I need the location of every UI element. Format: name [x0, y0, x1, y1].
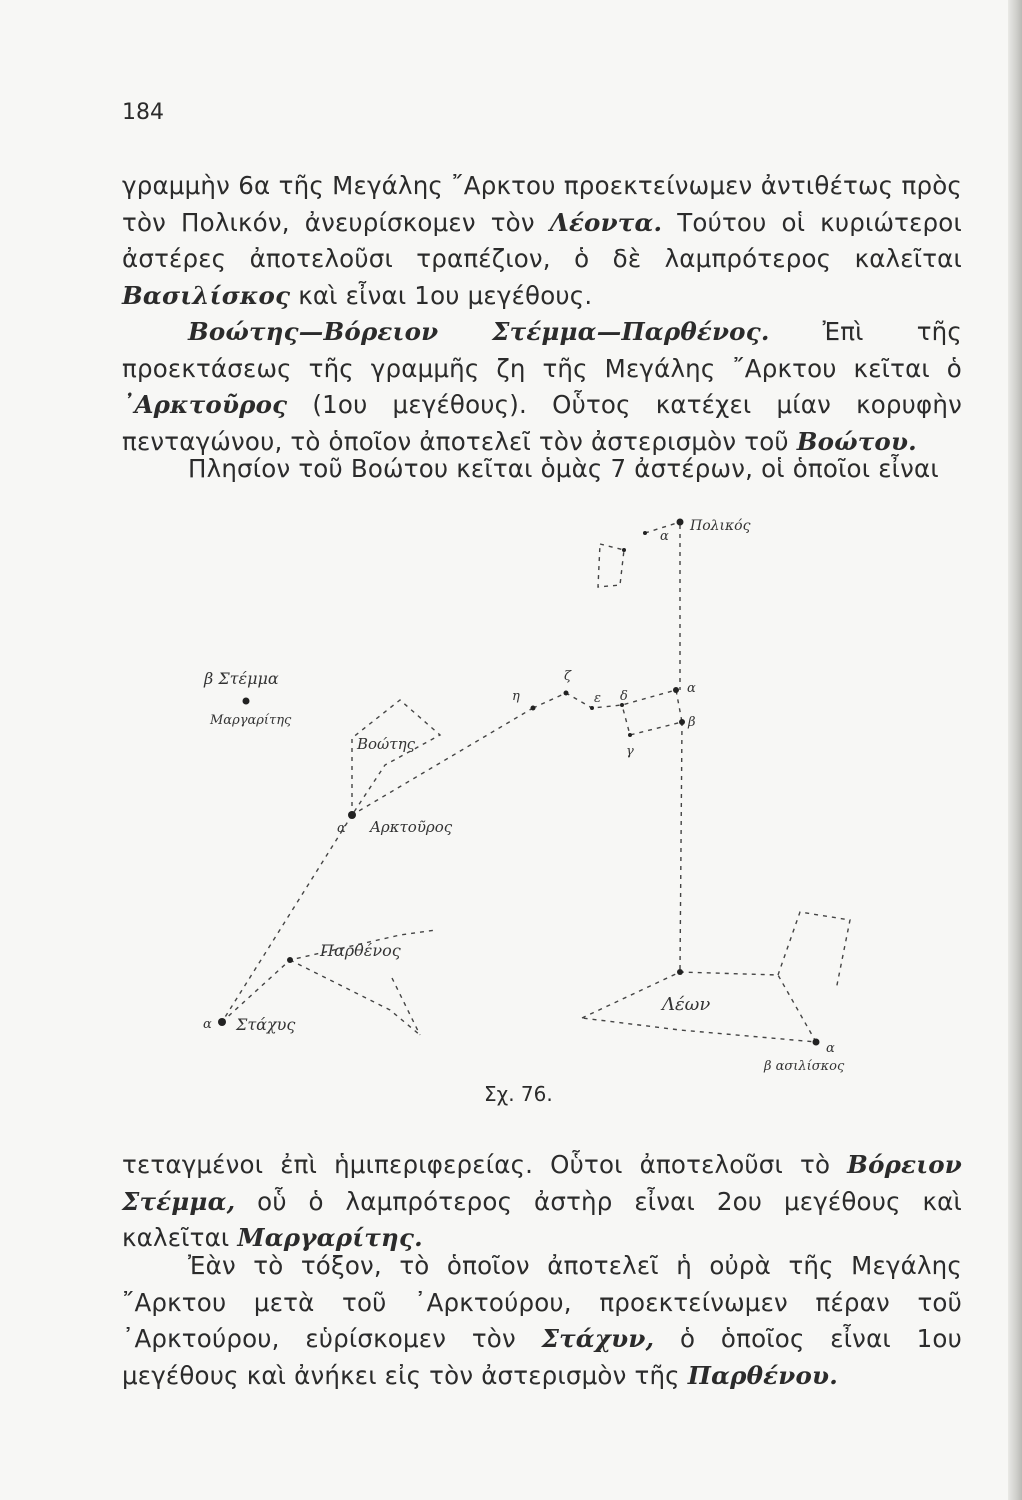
label-epsilon: ε [594, 691, 601, 706]
term-stemma: Βόρειον Στέμμα, [122, 1150, 962, 1216]
star-eta [531, 706, 536, 711]
label-eta: η [512, 689, 520, 704]
leo-sickle [778, 912, 850, 990]
big-dipper-lines [533, 690, 682, 735]
label-arcturus: Αρκτοῦρος [370, 818, 453, 836]
term-bootes: Βοώτου. [796, 426, 917, 456]
arc-to-arcturus [352, 708, 533, 815]
text-run: Ἐπὶ τῆς προεκτάσεως τῆς γραμμῆς ζη τῆς Μεγάλης ῎Αρκτου κεῖται ὁ [122, 317, 962, 383]
label-bootes: Βοώτης [357, 735, 415, 753]
label-zeta: ζ [564, 669, 572, 684]
text-run: οὗ ὁ λαμπρότερος ἀστὴρ εἶναι 2ου μεγέθους καὶ καλεῖται [122, 1186, 962, 1252]
term-arcturus: ᾿Αρκτοῦρος [122, 390, 288, 419]
page-number: 184 [122, 100, 164, 125]
label-stachys: Στάχυς [236, 1015, 296, 1034]
label-stemma: β Στέμμα [204, 669, 279, 688]
label-leon: Λέων [662, 994, 711, 1015]
text-run: Ἐὰν τὸ τόξον, τὸ ὁποῖον ἀποτελεῖ ἡ οὐρὰ τῆς Μεγάλης ῎Αρκτου μετὰ τοῦ ᾿Αρκτούρου, προεκτείνωμεν πέραν τοῦ ᾿Αρκτούρου, εὑρίσκομεν τὸν [122, 1251, 962, 1353]
star [622, 548, 626, 552]
arc-to-spica [222, 815, 352, 1022]
text-run: τεταγμένοι ἐπὶ ἡμιπεριφερείας. Οὗτοι ἀποτελοῦσι τὸ [122, 1150, 848, 1179]
paragraph-spica [122, 1248, 962, 1394]
star-margaritis [243, 698, 250, 705]
virgo-line-c [392, 978, 420, 1035]
label-alpha: α [687, 681, 696, 696]
label-arcturus-alpha: α [337, 821, 346, 836]
term-leon: Λέοντα. [549, 207, 663, 237]
label-regulus-alpha: α [826, 1041, 835, 1056]
star-beta [679, 719, 685, 725]
label-beta: β [688, 715, 696, 730]
star-gamma [628, 733, 632, 737]
text-run: γραμμὴν 6α τῆς Μεγάλης ῎Αρκτου προεκτείνωμεν ἀντιθέτως πρὸς τὸν Πολικόν, ἀνευρίσκομεν τὸν [122, 171, 962, 237]
star-regulus [813, 1039, 820, 1046]
star-epsilon [590, 706, 594, 710]
star-spica [218, 1018, 226, 1026]
label-polaris: Πολικός [690, 518, 751, 534]
bootes-pentagon [352, 700, 440, 815]
figure-caption: Σχ. 76. [484, 1082, 553, 1106]
section-heading: Βοώτης—Βόρειον Στέμμα—Παρθένος. [188, 317, 770, 346]
term-stachys: Στάχυν, [541, 1324, 655, 1353]
label-polaris-alpha: α [660, 529, 669, 544]
star-alpha [673, 687, 679, 693]
star-virgo [287, 957, 293, 963]
text-run: Τούτου οἱ κυριώτεροι ἀστέρες ἀποτελοῦσι τραπέζιον, ὁ δὲ λαμπρότερος καλεῖται [122, 207, 962, 273]
text-run: ὁ ὁποῖος εἶναι 1ου μεγέθους καὶ ἀνήκει εἰς τὸν ἀστερισμὸν τῆς [122, 1324, 962, 1390]
star-arcturus [348, 811, 356, 819]
star-zeta [564, 691, 569, 696]
text-run: Πλησίον τοῦ Βοώτου κεῖται ὁμὰς 7 ἀστέρων, οἱ ὁποῖοι εἶναι [188, 454, 939, 483]
star [643, 531, 647, 535]
label-gamma: γ [626, 744, 634, 759]
virgo-line-b [290, 960, 420, 1035]
text-run: (1ου μεγέθους). Οὗτος κατέχει μίαν κορυφὴν πενταγώνου, τὸ ὁποῖον ἀποτελεῖ τὸν ἀστερισμὸν τοῦ [122, 390, 962, 456]
text-run: καὶ εἶναι 1ου μεγέθους. [290, 280, 593, 310]
pointer-line-leo [680, 722, 682, 970]
label-parthenos: Παρθένος [320, 941, 401, 960]
term-parthenos: Παρθένου. [687, 1360, 838, 1390]
label-stachys-alpha: α [203, 1017, 212, 1032]
term-vasiliskos: Βασιλίσκος [122, 280, 291, 310]
little-dipper-box [598, 544, 624, 587]
term-margaritis: Μαργαρίτης. [237, 1223, 423, 1252]
paragraph-corona [122, 1147, 962, 1257]
label-vasiliskos: β ασιλίσκος [764, 1059, 845, 1074]
star-polaris [677, 519, 684, 526]
label-delta: δ [620, 689, 628, 704]
star-leo [677, 969, 683, 975]
label-margaritis: Μαργαρίτης [210, 713, 292, 728]
